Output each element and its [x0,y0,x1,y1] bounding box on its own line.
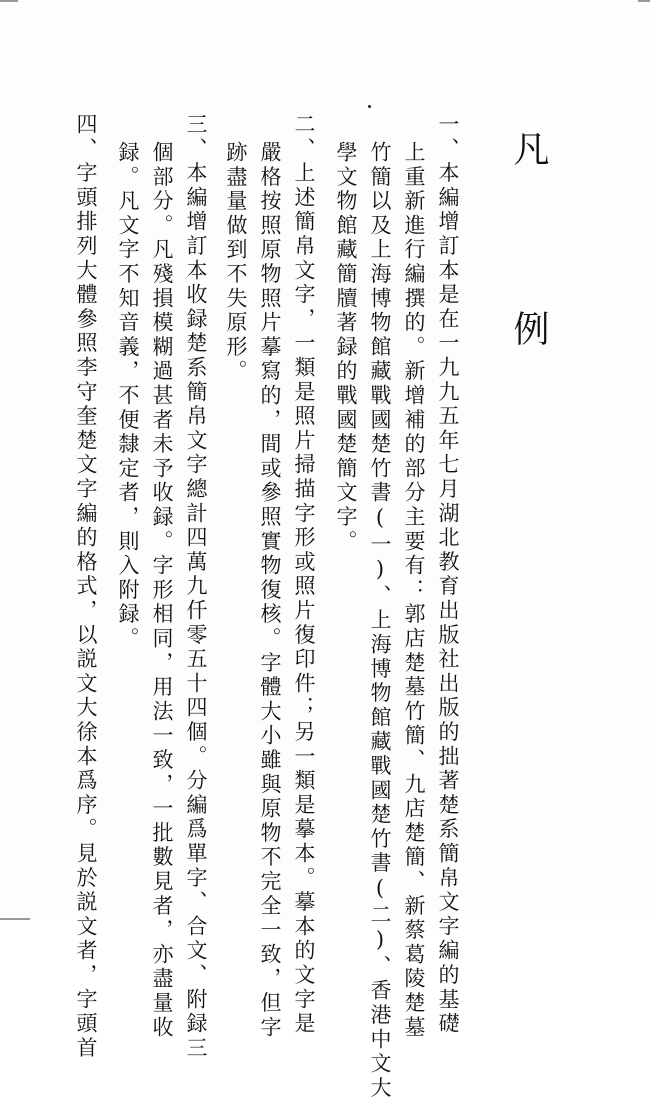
page-title: 凡 例 [508,130,549,400]
paragraph-1-column-4: 學文物館藏簡牘著録的戰國楚簡文字。 [334,141,358,555]
paragraph-1-column-3: 竹簡以及上海博物館藏戰國楚竹書(一)、上海博物館藏戰國楚竹書(二)、香港中文大 [368,141,392,1101]
paragraph-2-column-3: 跡盡量做到不失原形。 [224,141,248,384]
paragraph-4-column-1: 四、字頭排列大體參照李守奎楚文字編的格式，以説文大徐本爲序。見於説文者，字頭首 [74,113,98,1061]
paragraph-2-column-2: 嚴格按照原物照片摹寫的，間或參照實物復核。字體大小雖與原物不完全一致，但字 [258,141,282,1041]
page-edge-top-right [638,0,650,2]
paragraph-3-column-3: 録。凡文字不知音義，不便隸定者，則入附録。 [116,141,140,652]
paragraph-1-column-2: 上重新進行編撰的。新增補的部分主要有：郭店楚墓竹簡、九店楚簡、新蔡葛陵楚墓 [402,141,426,1041]
page-edge-top-left [0,0,18,2]
paragraph-1-column-1: 一、本編增訂本是在一九九五年七月湖北教育出版社出版的拙著楚系簡帛文字編的基礎 [436,113,460,1037]
stray-dot [368,105,371,108]
paragraph-3-column-1: 三、本編增訂本收録楚系簡帛文字總計四萬九仟零五十四個。分編爲單字、合文、附録三 [184,113,208,1061]
paragraph-3-column-2: 個部分。凡殘損模糊過甚者未予收録。字形相同，用法一致，一批數見者，亦盡量收 [150,141,174,1041]
paragraph-2-column-1: 二、上述簡帛文字，一類是照片掃描字形或照片復印件；另一類是摹本。摹本的文字是 [292,113,316,1037]
